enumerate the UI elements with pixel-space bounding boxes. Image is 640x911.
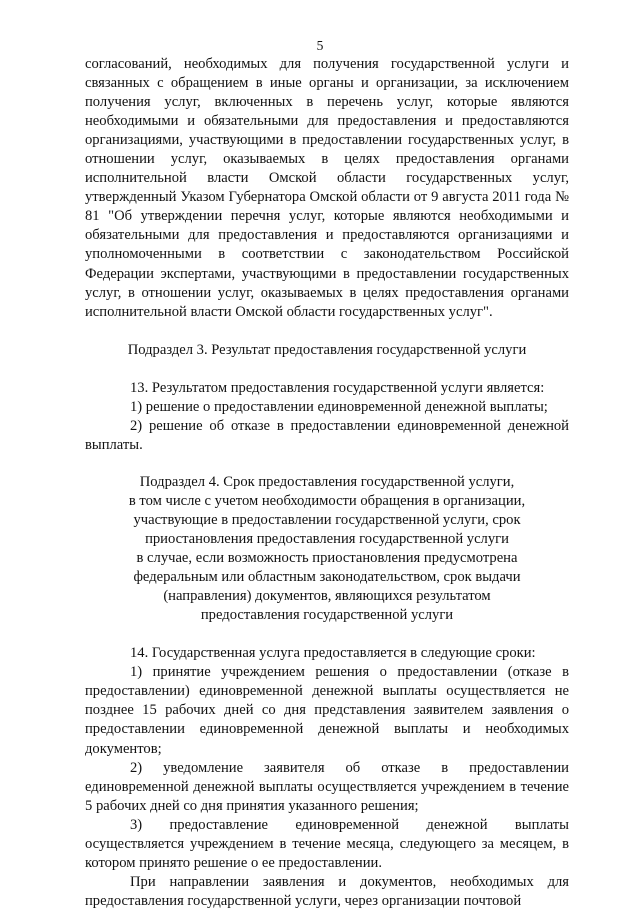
subsection-3-heading: Подраздел 3. Результат предоставления государственной услуги xyxy=(127,341,527,358)
paragraph-13: 13. Результатом предоставления государственной услуги является: xyxy=(130,379,545,396)
subsection-4-heading-line: предоставления государственной услуги xyxy=(200,607,454,624)
paragraph-14: 14. Государственная услуга предоставляется в следующие сроки: xyxy=(130,645,536,662)
paragraph-14-item-3: 3) предоставление единовременной денежной выплаты осуществляется учреждением в течение месяца, следующего за месяцем, в котором принято решение о ее предоставлении. xyxy=(85,816,569,871)
subsection-4-heading xyxy=(85,473,569,625)
subsection-4-heading-line: в случае, если возможность приостановления предусмотрена xyxy=(136,550,518,567)
document-body xyxy=(85,55,569,911)
subsection-4-heading-line: федеральным или областным законодательством, срок выдачи xyxy=(133,569,521,586)
paragraph-13-item-1: 1) решение о предоставлении единовременной денежной выплаты; xyxy=(130,398,548,415)
subsection-4-heading-line: участвующие в предоставлении государственной услуги, срок xyxy=(133,511,521,528)
subsection-4-heading-line: (направления) документов, являющихся результатом xyxy=(163,588,491,605)
subsection-4-heading-line: в том числе с учетом необходимости обращения в организации, xyxy=(128,492,526,509)
subsection-4-heading-line: Подраздел 4. Срок предоставления государственной услуги, xyxy=(139,473,515,490)
paragraph-14-item-2: 2) уведомление заявителя об отказе в предоставлении единовременной денежной выплаты осуществляется учреждением в течение 5 рабочих дней со дня принятия указанного решения; xyxy=(85,759,569,814)
subsection-4-heading-line: приостановления предоставления государственной услуги xyxy=(145,531,509,548)
paragraph-14-item-1: 1) принятие учреждением решения о предоставлении (отказе в предоставлении) единовременной денежной выплаты осуществляется не позднее 15 рабочих дней со дня представления заявителем заявления о предоставлении единовременной денежной выплаты и необходимых документов; xyxy=(85,664,569,757)
page-number: 5 xyxy=(316,38,324,53)
paragraph-intro-continuation: согласований, необходимых для получения государственной услуги и связанных с обращением в иные органы и организации, за исключением получения услуг, включенных в перечень услуг, которые являются необходимыми и обязательными для предоставления и предоставляются организациями, участвующими в предоставлении государственных услуг, в отношении услуг, оказываемых в целях предоставления органами исполнительной власти Омской области государственных услуг, утвержденный Указом Губернатора Омской области от 9 августа 2011 года № 81 "Об утверждении перечня услуг, которые являются необходимыми и обязательными для предоставления и предоставляются организациями и уполномоченными в соответствии с законодательством Российской Федерации экспертами, участвующими в предоставлении государственных услуг, в отношении услуг, оказываемых в целях предоставления органами исполнительной власти Омской области государственных услуг". xyxy=(85,56,569,320)
paragraph-13-item-2: 2) решение об отказе в предоставлении единовременной денежной выплаты. xyxy=(85,417,569,453)
paragraph-postal-submission: При направлении заявления и документов, необходимых для предоставления государственной услуги, через организации почтовой xyxy=(85,873,569,909)
